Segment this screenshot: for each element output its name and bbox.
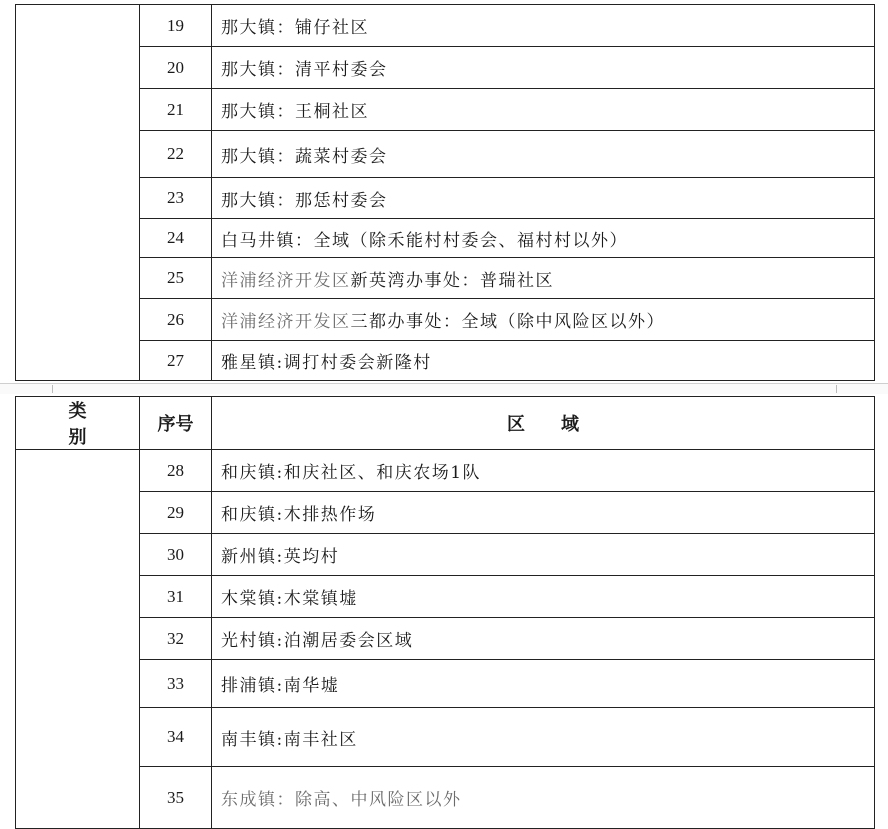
table-row bbox=[16, 450, 875, 492]
area-text: 那大镇：铺仔社区 bbox=[221, 18, 369, 38]
area-text: 那大镇：蔬菜村委会 bbox=[221, 146, 388, 167]
area-text: 光村镇:泊潮居委会区域 bbox=[212, 618, 875, 660]
row-number: 35 bbox=[140, 767, 212, 829]
area-text: 那大镇：那恁村委会 bbox=[221, 190, 388, 211]
area-cell bbox=[212, 89, 875, 131]
table-row bbox=[16, 47, 875, 89]
area-text: 那大镇：王桐社区 bbox=[221, 102, 369, 122]
table-row bbox=[16, 5, 875, 47]
area-cell bbox=[212, 299, 875, 341]
area-text: 那大镇：清平村委会 bbox=[221, 60, 388, 80]
table-row bbox=[16, 341, 875, 381]
area-text: 东成镇：除高、中风险区以外 bbox=[212, 767, 875, 829]
area-cell bbox=[212, 258, 875, 299]
area-cell bbox=[212, 131, 875, 178]
table-row bbox=[16, 767, 875, 829]
table-row bbox=[16, 576, 875, 618]
row-number: 25 bbox=[140, 258, 212, 299]
table-row bbox=[16, 534, 875, 576]
row-number: 23 bbox=[140, 178, 212, 219]
row-number: 30 bbox=[140, 534, 212, 576]
area-text: 南丰镇:南丰社区 bbox=[212, 708, 875, 767]
area-text: 雅星镇:调打村委会新隆村 bbox=[221, 353, 432, 373]
area-text: 新州镇:英均村 bbox=[212, 534, 875, 576]
row-number: 26 bbox=[140, 299, 212, 341]
area-cell bbox=[212, 178, 875, 219]
row-number: 33 bbox=[140, 660, 212, 708]
area-text: 和庆镇:木排热作场 bbox=[212, 492, 875, 534]
table-row bbox=[16, 89, 875, 131]
area-text: 排浦镇:南华墟 bbox=[212, 660, 875, 708]
table-row bbox=[16, 178, 875, 219]
area-text: 和庆镇:和庆社区、和庆农场1队 bbox=[212, 450, 875, 492]
row-number: 28 bbox=[140, 450, 212, 492]
page-margin-mark bbox=[52, 385, 53, 393]
area-text: 木棠镇:木棠镇墟 bbox=[212, 576, 875, 618]
row-number: 27 bbox=[140, 341, 212, 381]
table-row bbox=[16, 660, 875, 708]
table-row bbox=[16, 492, 875, 534]
region-table-bottom bbox=[15, 396, 875, 829]
header-category: 类别 bbox=[16, 397, 140, 450]
row-number: 20 bbox=[140, 47, 212, 89]
area-cell bbox=[212, 219, 875, 258]
area-text: 白马井镇：全域（除禾能村村委会、福村村以外） bbox=[221, 230, 628, 251]
category-cell bbox=[16, 450, 140, 829]
area-text: 三都办事处：全域（除中风险区以外） bbox=[350, 312, 665, 332]
table-row bbox=[16, 131, 875, 178]
table-row bbox=[16, 219, 875, 258]
region-table-top bbox=[15, 4, 875, 381]
row-number: 24 bbox=[140, 219, 212, 258]
area-prefix: 洋浦经济开发区 bbox=[221, 270, 351, 291]
row-number: 34 bbox=[140, 708, 212, 767]
row-number: 22 bbox=[140, 131, 212, 178]
row-number: 31 bbox=[140, 576, 212, 618]
table-row bbox=[16, 708, 875, 767]
header-number: 序号 bbox=[140, 397, 212, 450]
area-text: 新英湾办事处：普瑞社区 bbox=[350, 270, 554, 291]
row-number: 21 bbox=[140, 89, 212, 131]
area-cell bbox=[212, 47, 875, 89]
category-cell bbox=[16, 5, 140, 381]
table-row bbox=[16, 258, 875, 299]
header-area: 区域 bbox=[212, 397, 875, 450]
area-prefix: 洋浦经济开发区 bbox=[221, 312, 351, 332]
row-number: 19 bbox=[140, 5, 212, 47]
row-number: 32 bbox=[140, 618, 212, 660]
table-row bbox=[16, 299, 875, 341]
page-margin-mark bbox=[836, 385, 837, 393]
row-number: 29 bbox=[140, 492, 212, 534]
table-row bbox=[16, 618, 875, 660]
area-cell bbox=[212, 5, 875, 47]
page-break bbox=[0, 383, 888, 394]
area-cell bbox=[212, 341, 875, 381]
table-header-row bbox=[16, 397, 875, 450]
